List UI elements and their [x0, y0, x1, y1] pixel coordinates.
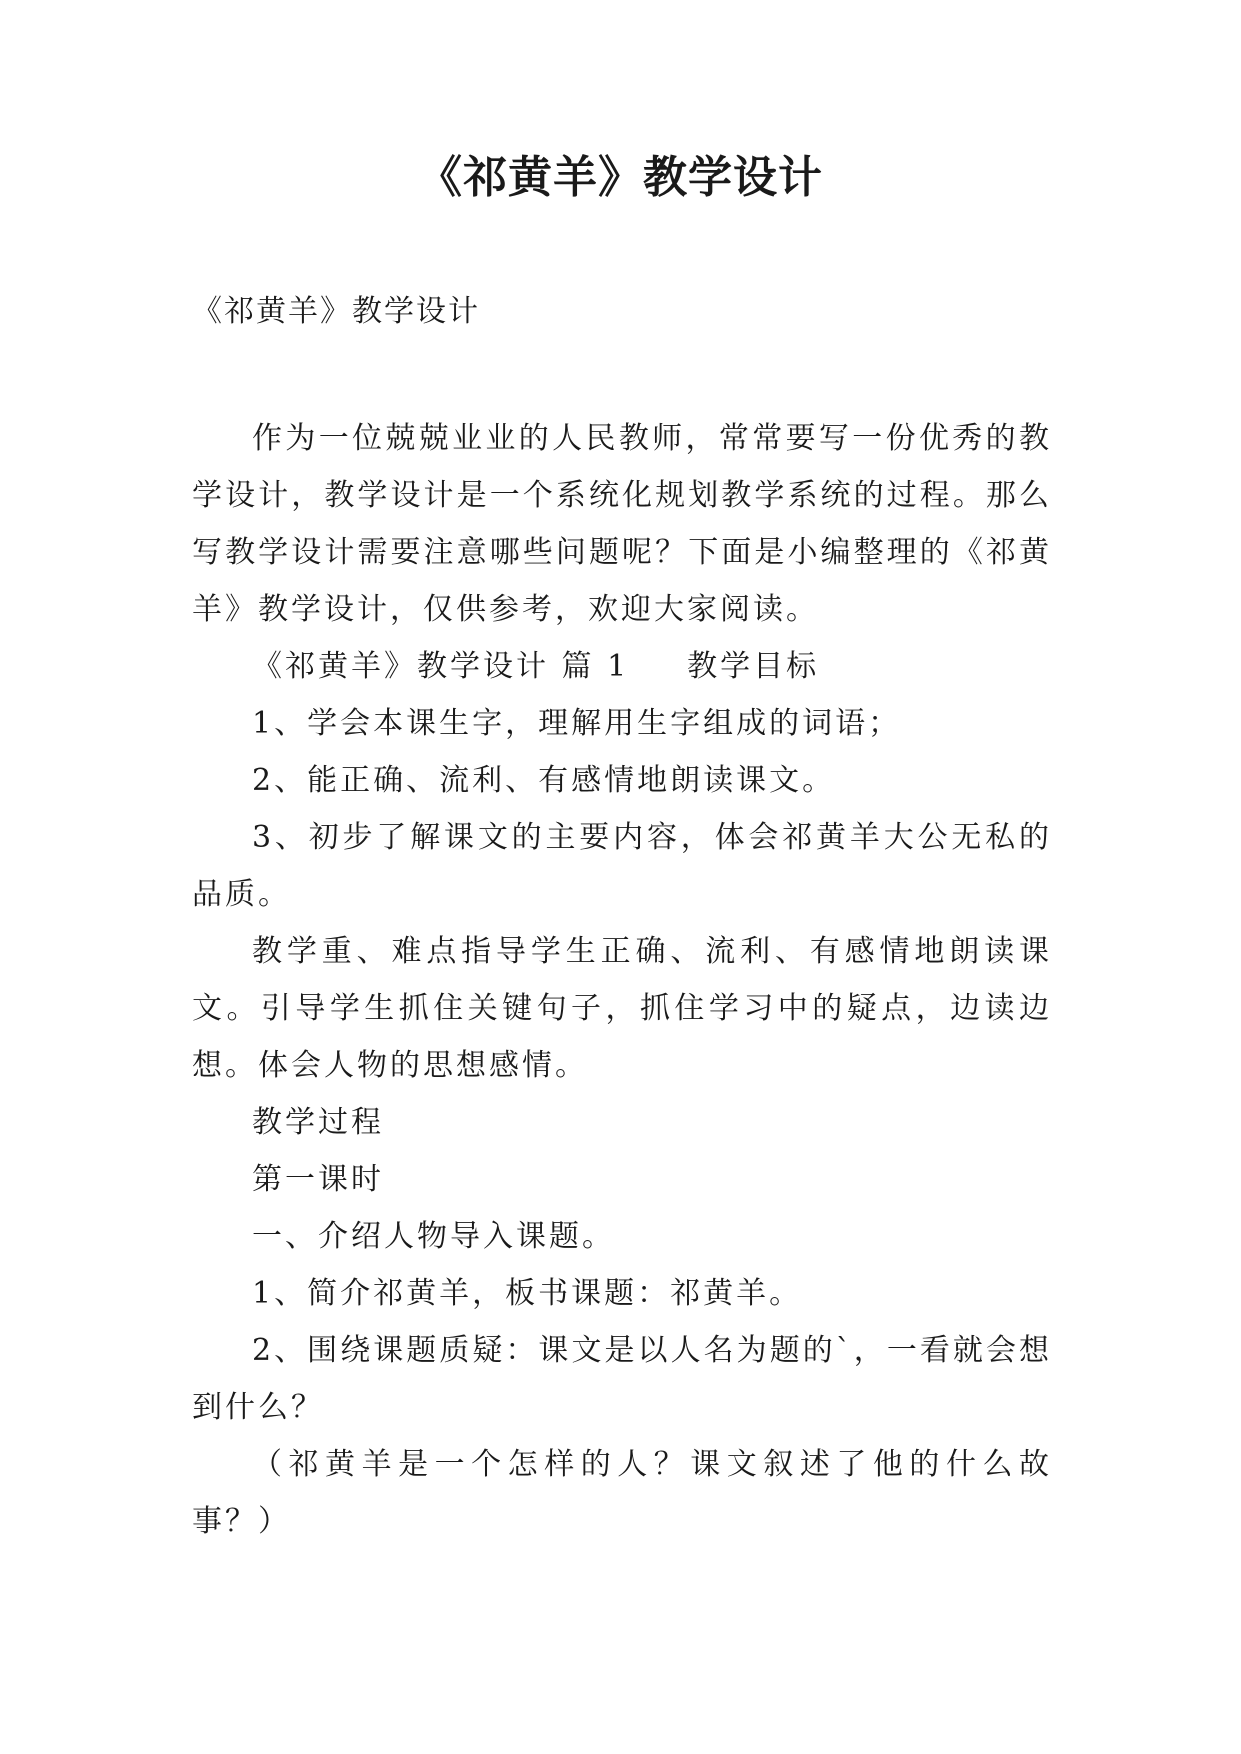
- goal-item-1: 1、学会本课生字，理解用生字组成的词语；: [252, 706, 902, 741]
- document-body: [192, 410, 1052, 1550]
- section-label: 《祁黄羊》教学设计 篇 1: [252, 649, 630, 684]
- document-subtitle: 《祁黄羊》教学设计: [192, 294, 480, 329]
- step-item-1: 1、简介祁黄羊，板书课题：祁黄羊。: [252, 1276, 803, 1311]
- goal-item-2: 2、能正确、流利、有感情地朗读课文。: [252, 763, 836, 798]
- page-title: 《祁黄羊》教学设计: [418, 152, 823, 203]
- step-item-2: 2、围绕课题质疑：课文是以人名为题的`，一看就会想到什么？: [192, 1333, 1052, 1425]
- step-heading: 一、介绍人物导入课题。: [252, 1219, 615, 1254]
- section-heading: [192, 638, 1052, 695]
- key-points-paragraph: 教学重、难点指导学生正确、流利、有感情地朗读课文。引导学生抓住关键句子，抓住学习中的疑点，边读边想。体会人物的思想感情。: [192, 934, 1052, 1083]
- intro-paragraph: 作为一位兢兢业业的人民教师，常常要写一份优秀的教学设计，教学设计是一个系统化规划教学系统的过程。那么写教学设计需要注意哪些问题呢？下面是小编整理的《祁黄羊》教学设计，仅供参考，欢迎大家阅读。: [192, 421, 1052, 627]
- process-heading: 教学过程: [252, 1105, 384, 1140]
- goal-item-3: 3、初步了解课文的主要内容，体会祁黄羊大公无私的品质。: [192, 820, 1052, 912]
- question-paragraph: （祁黄羊是一个怎样的人？课文叙述了他的什么故事？）: [192, 1447, 1052, 1539]
- section-goal-label: 教学目标: [687, 649, 820, 684]
- lesson-heading: 第一课时: [252, 1162, 384, 1197]
